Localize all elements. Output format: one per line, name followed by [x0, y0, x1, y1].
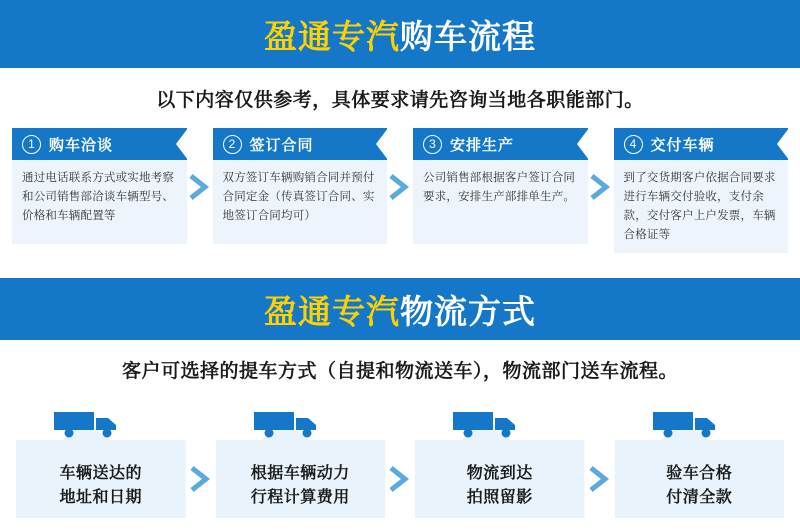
- logistics-step-2-label: [216, 462, 386, 510]
- section-2-title-rest: 物流方式: [400, 292, 536, 330]
- purchase-step-4-body: 到了交货期客户依据合同要求进行车辆交付验收，支付余款，交付客户上户发票，车辆合格证等: [614, 160, 789, 253]
- step-arrow-1: [187, 128, 213, 200]
- step-arrow-3: [588, 128, 614, 200]
- purchase-step-2-header: [213, 128, 388, 160]
- chevron-right-icon: [389, 174, 411, 200]
- logistics-steps-row: [0, 398, 800, 518]
- logistics-step-2-line2: 行程计算费用: [250, 489, 350, 506]
- section-2-subtitle: 客户可选择的提车方式（自提和物流送车），物流部门送车流程。: [121, 360, 678, 382]
- logistics-step-3-line2: 拍照留影: [466, 489, 533, 506]
- truck-icon: [252, 406, 322, 440]
- section-1-title-rest: 购车流程: [400, 17, 536, 55]
- purchase-steps-row: [0, 128, 800, 256]
- logistics-step-4: [615, 400, 785, 518]
- step-arrow-2: [387, 128, 413, 200]
- purchase-step-3-header: [413, 128, 588, 160]
- chevron-right-icon: [389, 466, 411, 492]
- section-1-title-highlight: 盈通专汽: [264, 17, 400, 55]
- purchase-step-1-header: [12, 128, 187, 160]
- truck-icon: [651, 406, 721, 440]
- section-1-title: [264, 11, 536, 58]
- logistics-step-1: [16, 400, 186, 518]
- logistics-step-4-line1: 验车合格: [666, 465, 733, 482]
- logistics-step-2-line1: 根据车辆动力: [250, 465, 350, 482]
- purchase-step-3-body: 公司销售部根据客户签订合同要求，安排生产部排单生产。: [413, 160, 588, 244]
- chevron-right-icon: [589, 466, 611, 492]
- truck-icon: [52, 406, 122, 440]
- logistics-step-1-line2: 地址和日期: [59, 489, 142, 506]
- section-2-title-highlight: 盈通专汽: [264, 292, 400, 330]
- purchase-step-1-number: 1: [22, 135, 41, 154]
- purchase-step-4-header: [614, 128, 789, 160]
- purchase-step-2-number: 2: [223, 135, 242, 154]
- chevron-right-icon: [590, 174, 612, 200]
- logistics-step-4-label: [615, 462, 785, 510]
- section-1-subtitle-bar: [0, 68, 800, 128]
- purchase-step-1-body: 通过电话联系方式或实地考察和公司销售部洽谈车辆型号、价格和车辆配置等: [12, 160, 187, 244]
- section-1-subtitle: 以下内容仅供参考，具体要求请先咨询当地各职能部门。: [156, 89, 644, 111]
- truck-icon: [451, 406, 521, 440]
- chevron-right-icon: [190, 466, 212, 492]
- purchase-step-4: [614, 128, 789, 253]
- purchase-step-4-title: 交付车辆: [650, 136, 715, 154]
- logistics-arrow-2: [385, 400, 415, 518]
- logistics-step-1-label: [16, 462, 186, 510]
- logistics-step-4-line2: 付清全款: [666, 489, 733, 506]
- purchase-step-1-title: 购车洽谈: [49, 136, 114, 154]
- purchase-step-1: [12, 128, 187, 244]
- section-1-header-banner: [0, 0, 800, 68]
- purchase-step-3-number: 3: [423, 135, 442, 154]
- purchase-step-2-title: 签订合同: [249, 136, 314, 154]
- logistics-arrow-1: [186, 400, 216, 518]
- purchase-step-4-number: 4: [624, 135, 643, 154]
- chevron-right-icon: [189, 174, 211, 200]
- logistics-arrow-3: [585, 400, 615, 518]
- purchase-step-3: [413, 128, 588, 244]
- section-2-title: [264, 286, 536, 333]
- purchase-step-3-title: 安排生产: [450, 136, 515, 154]
- logistics-step-3-line1: 物流到达: [466, 465, 533, 482]
- logistics-step-1-line1: 车辆送达的: [59, 465, 142, 482]
- logistics-step-3: [415, 400, 585, 518]
- section-2-header-banner: [0, 278, 800, 340]
- purchase-step-2-body: 双方签订车辆购销合同并预付合同定金（传真签订合同、实地签订合同均可）: [213, 160, 388, 244]
- purchase-step-2: [213, 128, 388, 244]
- section-2-subtitle-bar: [0, 340, 800, 398]
- section-divider: [0, 256, 800, 278]
- logistics-step-3-label: [415, 462, 585, 510]
- logistics-step-2: [216, 400, 386, 518]
